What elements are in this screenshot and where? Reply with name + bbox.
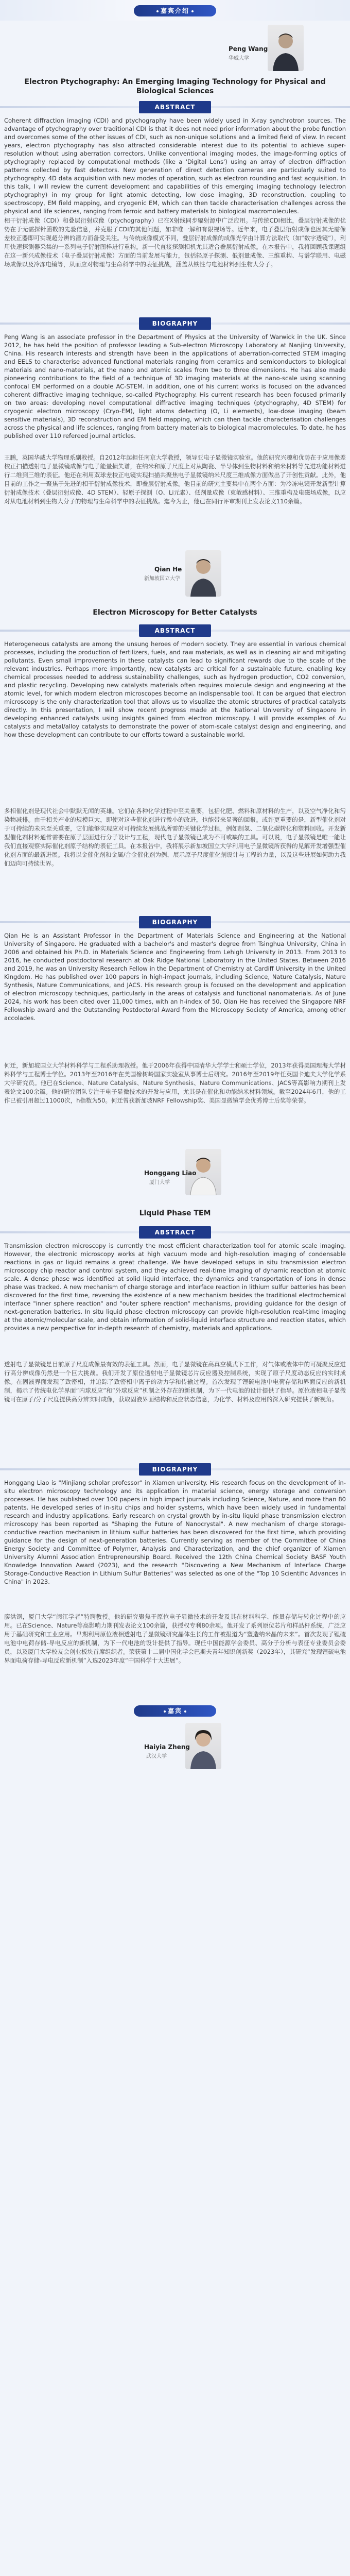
biography-header	[0, 317, 350, 330]
talk-title: Electron Microscopy for Better Catalysts	[93, 608, 257, 617]
speaker-portrait-icon	[268, 25, 304, 71]
abstract-label: ABSTRACT	[139, 624, 211, 637]
dot-icon	[156, 10, 159, 12]
dot-icon	[191, 10, 194, 12]
biography-label: BIOGRAPHY	[139, 1463, 211, 1476]
biography-zh: 廖洪钢，厦门大学“闽江学者”特聘教授。他的研究聚焦于原位电子显微技术的开发及其在材料科学、能量存储与转化过程中的应用。已在Science、Nature等高影响力期刊发表论文100余篇，获授权专利80余项。他开发了系列原位芯片和样品杆系统，广泛应用于基础研究和工业应用。早期利用原位液相透射电子显微镜研究晶体生长的工作被报道为“塑造纳米晶的未来”。首次发现了锂硫电池中电荷存储-导电反应的新机制，为下一代电池的设计提供了指导。现任中国能源学会委员、高分子分析与表征专业委员会委员，以及厦门大学校友会创业板块首席组织者。荣获第十二届中国化学会巴斯夫青年知识创新奖（2023年），其研究“发现锂硫电池界面电荷存储-导电反应新机制”入选2023年度“中国科学十大进展”。	[4, 1613, 346, 1664]
biography-zh: 何迁，新加坡国立大学材料科学与工程系助理教授。他于2006年获得中国清华大学学士和硕士学位，2013年获得美国理海大学材料科学与工程博士学位。2013年至2016年在美国橡树岭国家实验室从事博士后研究。2016年至2019年任英国卡迪夫大学化学系大学研究员。他已在Science、Nature Catalysis、Nature Synthesis、Nature Communications、JACS等高影响力期刊上发表论文100余篇。他的研究团队专注于电子显微技术的开发与应用，尤其是在催化和功能纳米材料领域。截至2024年6月，他的工作已被引用超过11000次，h指数为50。何迁曾获新加坡NRF Fellowship奖、美国显微镜学会优秀博士后奖等荣誉。	[4, 1062, 346, 1104]
abstract-label: ABSTRACT	[139, 1226, 211, 1239]
guest-intro-title: 嘉宾介绍	[160, 7, 189, 14]
abstract-zh: 相干衍射成像（CDI）和叠层衍射成像（ptychography）已在X射线同步辐射源中广泛应用。与传统CDI相比，叠层衍射成像的优势在于无需探针函数的先验信息，并克服了CDI的其他问题，如非唯一解和有限视场等。近年来，电子叠层衍射成像也因其无需像差校正器即可实现超分辨的潜力而备受关注。与传统成像模式不同，叠层衍射成像的成像光学由计算方法取代（如“数字透镜”），利用快速探测器采集的一系列电子衍射图样进行重构。新一代直接探测相机尤其适合叠层衍射成像。在本报告中，我将回顾我课题组在这一新兴成像技术（电子叠层衍射成像）方面的当前发展与能力，包括轻原子探测、低剂量成像、三维重构、与谱学联用、电磁场成像以及冷冻电镜等，从而应对物理与生命科学中的表征挑战，涵盖从铁性与电池材料到生物大分子。	[4, 217, 346, 268]
abstract-zh: 多相催化剂是现代社会中默默无闻的英雄。它们在各种化学过程中至关重要，包括化肥、燃料和原材料的生产，以及空气净化和污染物减排。由于相关产业的规模巨大，即使对这些催化剂进行微小的改进，也能带来显著的回报。或许更重要的是，新型催化剂对于可持续的未来至关重要，它们能够实现应对可持续发展挑战所需的关键化学过程，例如制氢、二氧化碳转化和塑料回收。开发新型催化剂材料通常需要在原子层面进行分子设计与工程，现代电子显微镜已成为不可或缺的工具。可以说，电子显微镜是唯一能让我们直接观察实际催化剂原子结构的表征工具。在本报告中，我将展示新加坡国立大学利用电子显微镜所获得的见解开发增强型催化剂方面的最新进展。我将以金催化剂和金属/合金催化剂为例，展示原子尺度催化剂设计与工程的力量，以及这些进展如何助力我们迈向可持续世界。	[4, 807, 346, 867]
guest-header	[134, 1705, 216, 1717]
speaker-affiliation: 华威大学	[229, 56, 249, 61]
abstract-label: ABSTRACT	[139, 101, 211, 113]
biography-en: Honggang Liao is "Minjiang scholar professor" in Xiamen university. His research focus on the development of in-situ electron microscopy technology and its application in material science, energy storage and conversion processes. He has published over 100 papers in high impact journals including Science, Nature, and more than 80 patents. He developed series of in-situ chips and holder systems, which have been widely used in fundamental research and industry applications. Early research on crystal growth by in-situ liquid phase transmission electron microscopy has been reported as "Shaping the Future of Nanocrystal". A new mechanism of charge storage-conductive reaction mechanism in lithium sulfur batteries has been discovered for the first time, which providing guidance for the design of next-generation batteries. Currently serving as member of the Committee of China Energy Society and Committee of Polymer, Analysis and Characterization, and the chief organizer of Xiamen University Alumni Association Entrepreneurship Board. Received the 12th China Chemical Society BASF Youth Knowledge Innovation Award (2023), and the research "Discovering a New Mechanism of Interface Charge Storage-Conductive Reaction in Lithium Sulfur Batteries" was selected as one of the "Top 10 Scientific Advances in China" in 2023.	[4, 1479, 346, 1585]
abstract-en: Transmission electron microscopy is currently the most efficient characterization tool for atomic scale imaging. However, the electronic microscopy works at high vacuum mode and high-resolution imaging of condensable reactions in gas or liquid remains a great challenge. We have developed setups in situ transmission electron microscopy chip reactor and control system, and they achieved real-time imaging of dynamic reaction at atomic scale. A dense phase was identified at solid liquid interface, the dynamics and transportation of ions in dense phase was tracked. A new mechanism of charge storage and interface reaction in lithium sulfur batteries has been discovered for the first time, reversing the existence of a new mechanism besides the traditional electrochemical interface "inner sphere reaction" and "outer sphere reaction" mechanisms, providing guidance for the design of next-generation batteries. In situ liquid phase electron microscopy can provide high-resolution real-time imaging at the atomic/molecular scale, and obtain information of solid-liquid interface structure and reaction states, which provides a new perspective for in-depth research of chemistry, materials and applications.	[4, 1242, 346, 1332]
abstract-en: Coherent diffraction imaging (CDI) and ptychography have been widely used in X-ray synchrotron sources. The advantage of ptychography over traditional CDI is that it does not need prior information about the probe function and overcomes some of the other issues of CDI, such as non-unique solutions and a limited field of view. In recent years, electron ptychography has also attracted considerable interest due to its potential to achieve super-resolution without using aberration correctors. Unlike conventional imaging modes, the image-forming optics of ptychography replaced by computational methods (like a 'Digital Lens') using an array of electron diffraction patterns collected by fast detectors. New generation of direct detection cameras are particularly suited to ptychography. 4D data acquisition with new modes of operation, such as electron rounding and fast acquisition. In this talk, I will review the current development and capabilities of this emerging imaging technology (electron ptychography) in my group for light atomic detecting, low dose imaging, 3D reconstruction, coupling to spectroscopy, EM field mapping, and cryogenic EM, which can then tackle characterisation challenges across the physical and life sciences, ranging from ferroic and battery materials to biological macromolecules.	[4, 117, 346, 215]
biography-header	[0, 916, 350, 928]
speaker-portrait-icon	[185, 1723, 221, 1769]
abstract-en: Heterogeneous catalysts are among the unsung heroes of modern society. They are essential in various chemical processes, including the production of fertilizers, fuels, and raw materials, as well as in cleaning air and mitigating pollutants. Even small improvements in these catalysts can lead to significant rewards due to the scale of the relevant industries. Perhaps more importantly, new catalysts are critical for a sustainable future, enabling key chemical processes needed to address sustainability challenges, such as hydrogen production, CO2 conversion, and plastic recycling. Developing new catalysts materials often requires molecule design and engineering at the atomic level, for which modern electron microscopes become an indispensable tool. It can be argued that electron microscopy is the only characterization tool that allows us to visualize the atomic structures of practical catalysts directly. In this presentation, I will show recent progress made at the National University of Singapore in developing enhanced catalysts using insights gained from electron microscopy. I will provide examples of Au catalysts and metal/alloy catalysts to demonstrate the power of atom-scale catalyst design and engineering, and how these development can contribute to our efforts toward a sustainable world.	[4, 640, 346, 738]
biography-header	[0, 1463, 350, 1476]
biography-en: Qian He is an Assistant Professor in the Department of Materials Science and Engineering at the National University of Singapore. He graduated with a bachelor's and master's degree from Tsinghua University, China in 2006 and obtained his Ph.D. in Materials Science and Engineering from Lehigh University in 2013. From 2013 to 2016, he conducted postdoctoral research at Oak Ridge National Laboratory in the United States. Between 2016 and 2019, he was an University Research Fellow in the Department of Chemistry at Cardiff University in the United Kingdom. He has published over 100 papers in high-impact journals, including Science, Nature Catalysis, Nature Synthesis, Nature Communications, and JACS. His research group is focused on the development and application of electron microscopy techniques, particularly in the areas of catalysis and functional nanomaterials. As of June 2024, his work has been cited over 11,000 times, with an h-index of 50. Qian He has received the Singapore NRF Fellowship award and the Outstanding Postdoctoral Award from the Microscopy Society of America, among other accolades.	[4, 932, 346, 1022]
speaker-name: Haiyia Zheng	[144, 1743, 190, 1751]
speaker-affiliation: 厦门大学	[149, 1180, 170, 1185]
guest-title: 嘉宾	[167, 1707, 182, 1715]
talk-title: Electron Ptychography: An Emerging Imaging Technology for Physical and Biological Sciences	[24, 78, 326, 95]
dot-icon	[164, 1710, 166, 1713]
speaker-photo	[268, 25, 304, 71]
speaker-affiliation: 新加坡国立大学	[144, 576, 180, 582]
biography-zh: 王鹏，英国华威大学物理系副教授。自2012年起担任南京大学教授，领导亚电子显微镜实验室。他的研究兴趣和优势在于应用像差校正扫描透射电子显微镜成像与电子能量损失谱，在纳米和原子尺度上对从陶瓷、半导体到生物材料和纳米材料等先进功能材料进行二维到三维的表征。他还在利用双球差校正电镜实现扫描共聚焦电子显微镜纳米尺度三维成像方面做出了开创性贡献。此外，他目前的工作之一聚焦于先进的相干衍射成像技术，即叠层衍射成像。他目前的研究主要集中在两个方面：为冷冻电镜开发新型计算衍射成像技术（叠层衍射成像、4D STEM）、轻原子探测（O、Li元素）、低剂量成像（束敏感材料）、三维重构及电磁场成像，以应对从电池材料到生物大分子的物理与生命科学中的表征挑战。迄今为止，他已在同行评审期刊上发表论文110余篇。	[4, 454, 346, 505]
speaker-name: Honggang Liao	[144, 1170, 197, 1177]
speaker-photo	[185, 1723, 221, 1769]
abstract-header	[0, 101, 350, 113]
speaker-name: Peng Wang	[229, 45, 268, 53]
abstract-zh: 透射电子显微镜是目前原子尺度成像最有效的表征工具。然而，电子显微镜在高真空模式下工作，对气体或液体中的可凝聚反应进行高分辨成像仍然是一个巨大挑战。我们开发了原位透射电子显微镜芯片反应器及控制系统，实现了原子尺度动态反应的实时成像。在固液界面发现了致密相，并追踪了致密相中离子的动力学和传输过程。首次发现了锂硫电池中电荷存储和界面反应的新机制，揭示了传统电化学界面“内球反应”和“外球反应”机制之外存在的新机制，为下一代电池的设计提供了指导。原位液相电子显微镜可在原子/分子尺度提供高分辨实时成像，获取固液界面结构和反应状态信息，为化学、材料及应用的深入研究提供了新视角。	[4, 1361, 346, 1403]
talk-title: Liquid Phase TEM	[139, 1209, 211, 1217]
biography-en: Peng Wang is an associate professor in the Department of Physics at the University of Warwick in the UK. Since 2012, he has held the position of professor leading a Sub-electron Microscopy Laboratory at Nanjing University, China. His research interests and strength have been in the applications of aberration-corrected STEM imaging and EELS to characterise advanced functional materials ranging from ceramics and semiconductors to biological materials and nano-materials, at the nano and atomic scales from two to three dimensions. He has also made pioneering contributions to the field of a technique of 3D imaging materials at the nano-scale using scanning confocal EM performed on a double AC-STEM. In addition, one of his current works is focused on the advanced coherent diffractive imaging technique, so-called Ptychography. His current research has been focused primarily on two areas: developing novel computational diffractive imaging techniques (ptychography, 4D STEM) for cryogenic electron microscopy (Cryo-EM), light atoms detecting (O, Li elements), low-dose imaging (beam sensitive materials), 3D reconstruction and EM field mapping, which can then tackle characterisation challenges across the physical and life sciences, ranging from battery materials to biological macromolecules. To date, he has published over 110 refereed journal articles.	[4, 333, 346, 439]
guest-intro-header	[134, 5, 216, 16]
biography-label: BIOGRAPHY	[139, 916, 211, 928]
speaker-affiliation: 武汉大学	[146, 1754, 167, 1759]
biography-label: BIOGRAPHY	[139, 317, 211, 330]
speaker-portrait-icon	[185, 550, 221, 597]
speaker-name: Qian He	[154, 566, 182, 573]
abstract-header	[0, 1226, 350, 1239]
dot-icon	[184, 1710, 186, 1713]
abstract-header	[0, 624, 350, 637]
speaker-photo	[185, 550, 221, 597]
